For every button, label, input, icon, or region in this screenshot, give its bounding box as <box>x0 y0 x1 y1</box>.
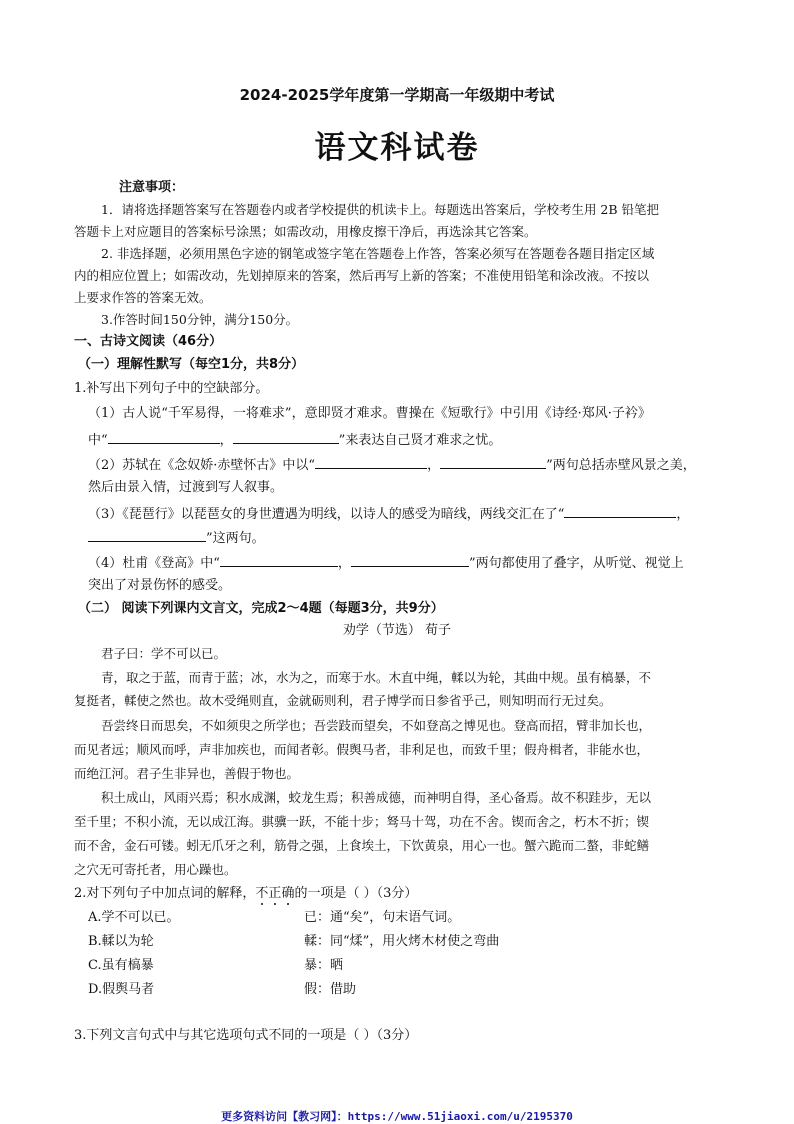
answer-blank[interactable] <box>88 528 206 542</box>
passage-paragraph-3-line-3: 而绝江河。君子生非异也，善假于物也。 <box>74 766 300 781</box>
section-1-heading: 一、古诗文阅读（46分） <box>74 334 223 349</box>
text-fragment: ”来表达自己贤才难求之忧。 <box>338 433 502 448</box>
text-fragment: （2）苏轼在《念奴娇·赤壁怀古》中以“ <box>88 458 316 473</box>
emphasis-char: 确 <box>281 886 295 901</box>
text-fragment: （4）杜甫《登高》中“ <box>88 556 220 571</box>
passage-paragraph-1: 君子曰：学不可以已。 <box>101 646 227 661</box>
question-1-3-line-2 <box>88 528 265 548</box>
footer-link[interactable]: 更多资料访问【教习网】：https://www.51jiaoxi.com/u/2195370 <box>221 1110 573 1123</box>
answer-blank[interactable] <box>233 430 339 444</box>
passage-paragraph-2-line-2: 复挺者，輮使之然也。故木受绳则直，金就砺则利，君子博学而日参省乎己，则知明而行无过矣。 <box>74 693 612 708</box>
text-fragment: 2.对下列句子中加点词的解释， <box>74 886 256 901</box>
question-1-stem: 1.补写出下列句子中的空缺部分。 <box>74 381 269 396</box>
text-fragment: ”两句都使用了叠字，从听觉、视觉上 <box>468 556 684 571</box>
text-fragment: （3）《琵琶行》以琵琶女的身世遭遇为明线，以诗人的感受为暗线，两线交汇在了“ <box>88 507 565 522</box>
question-1-4-line-1 <box>88 553 684 573</box>
passage-paragraph-3-line-1: 吾尝终日而思矣，不如须臾之所学也；吾尝跂而望矣，不如登高之博见也。登高而招，臂非加长也， <box>101 718 652 733</box>
question-2-option-b-text: B.輮以为轮 <box>88 934 154 949</box>
question-1-4-line-2: 突出了对景伤怀的感受。 <box>88 578 232 593</box>
part-2-heading: （二） 阅读下列课内文言文，完成2～4题（每题3分，共9分） <box>78 601 444 616</box>
text-fragment: ， <box>219 433 233 448</box>
passage-paragraph-4-line-2: 至千里；不积小流，无以成江海。骐骥一跃，不能十步；驽马十驾，功在不舍。锲而舍之，朽木不折；锲 <box>74 814 650 829</box>
notice-item-2-line-1: 2. 非选择题，必须用黑色字迹的钢笔或签字笔在答题卷上作答，答案必须写在答题卷各题目指定区域 <box>101 246 655 261</box>
passage-paragraph-2-line-1: 青，取之于蓝，而青于蓝；冰，水为之，而寒于水。木直中绳，輮以为轮，其曲中规。虽有槁暴，不 <box>101 670 652 685</box>
answer-blank[interactable] <box>351 553 469 567</box>
question-1-3-line-1 <box>88 504 689 524</box>
question-2-option-b-gloss: 輮：同“煣”，用火烤木材使之弯曲 <box>304 934 500 949</box>
answer-blank[interactable] <box>440 455 546 469</box>
emphasis-char: 不 <box>255 886 269 901</box>
question-1-2-line-2: 然后由景入情，过渡到写人叙事。 <box>88 480 284 495</box>
text-fragment: ， <box>337 556 351 571</box>
passage-title: 劝学（节选） 荀子 <box>342 623 452 638</box>
question-2-option-a-text: A.学不可以已。 <box>88 910 180 925</box>
notice-item-1-line-1: 1．请将选择题答案写在答题卷内或者学校提供的机读卡上。每题选出答案后，学校考生用 2B 铅笔把 <box>101 202 660 217</box>
question-1-1-line-2 <box>88 430 501 450</box>
passage-paragraph-4-line-3: 而不舍，金石可镂。蚓无爪牙之利，筋骨之强，上食埃土，下饮黄泉，用心一也。蟹六跪而二螯，非蛇鳝 <box>74 838 650 853</box>
answer-blank[interactable] <box>564 504 676 518</box>
text-fragment: ”这两句。 <box>206 531 265 546</box>
notice-item-1-line-2: 答题卡上对应题目的答案标号涂黑；如需改动，用橡皮擦干净后，再选涂其它答案。 <box>74 224 537 239</box>
notice-item-3: 3.作答时间150分钟，满分150分。 <box>101 312 299 327</box>
question-1-2-line-1 <box>88 455 696 475</box>
question-2-option-c-text: C.虽有槁暴 <box>88 958 154 973</box>
passage-paragraph-4-line-4: 之穴无可寄托者，用心躁也。 <box>74 862 237 877</box>
passage-paragraph-4-line-1: 积土成山，风雨兴焉；积水成渊，蛟龙生焉；积善成德，而神明自得，圣心备焉。故不积跬步，无以 <box>101 790 652 805</box>
text-fragment: 的一项是（ ）（3分） <box>294 886 418 901</box>
question-2-option-d-text: D.假舆马者 <box>88 982 155 997</box>
question-3-stem: 3.下列文言句式中与其它选项句式不同的一项是（ ）（3分） <box>74 1028 418 1043</box>
emphasis-char: 正 <box>268 886 282 901</box>
notice-item-2-line-2: 内的相应位置上；如需改动，先划掉原来的答案，然后再写上新的答案；不准使用铅笔和涂改液。不按以 <box>74 268 650 283</box>
question-2-stem <box>74 885 417 903</box>
text-fragment: ”两句总括赤壁风景之美， <box>546 458 696 473</box>
answer-blank[interactable] <box>108 430 220 444</box>
question-2-option-d-gloss: 假：借助 <box>304 982 357 997</box>
text-fragment: ， <box>427 458 441 473</box>
notice-item-2-line-3: 上要求作答的答案无效。 <box>74 290 212 305</box>
question-1-1-line-1: （1）古人说“千军易得，一将难求”，意即贤才难求。曹操在《短歌行》中引用《诗经·郑风·子衿》 <box>88 406 651 421</box>
exam-subtitle: 2024-2025学年度第一学期高一年级期中考试 <box>239 86 555 104</box>
text-fragment: 中“ <box>88 433 108 448</box>
notice-heading: 注意事项： <box>119 180 185 195</box>
emphasized-word <box>255 886 294 901</box>
question-2-option-c-gloss: 暴：晒 <box>304 958 344 973</box>
question-2-option-a-gloss: 已：通“矣”，句末语气词。 <box>304 910 461 925</box>
exam-title: 语文科试卷 <box>314 130 480 166</box>
passage-paragraph-3-line-2: 而见者远；顺风而呼，声非加疾也，而闻者彰。假舆马者，非利足也，而致千里；假舟楫者，非能水也， <box>74 742 650 757</box>
part-1-heading: （一）理解性默写（每空1分，共8分） <box>78 357 305 372</box>
text-fragment: ， <box>676 507 690 522</box>
answer-blank[interactable] <box>315 455 427 469</box>
answer-blank[interactable] <box>220 553 338 567</box>
